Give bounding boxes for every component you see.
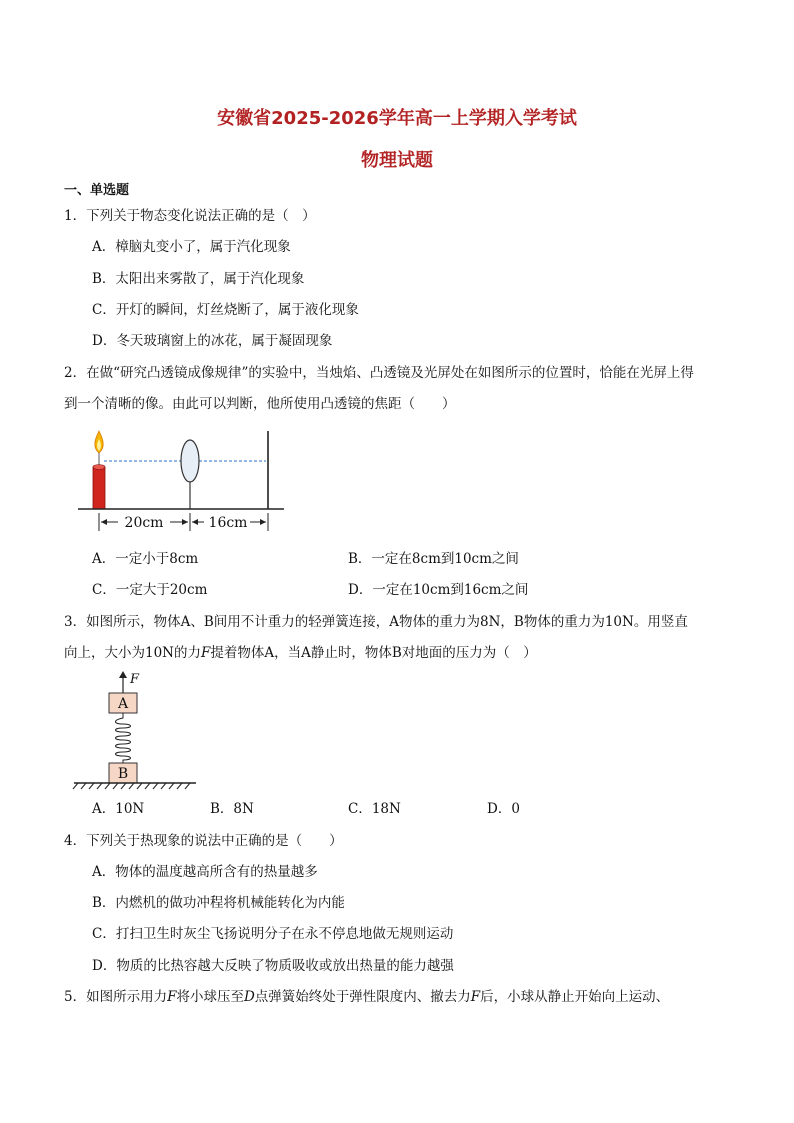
q3-option-b: B．8N [210,801,254,817]
q1-option-d: D．冬天玻璃窗上的冰花，属于凝固现象 [92,333,333,349]
q2-stem-line2: 到一个清晰的像。由此可以判断，他所使用凸透镜的焦距（ ） [64,396,456,412]
q2-option-c: C．一定大于20cm [92,582,208,598]
q3-spring-figure [70,668,200,790]
candle [93,467,105,509]
page-subtitle: 物理试题 [361,150,433,171]
q1-option-b: B．太阳出来雾散了，属于汽化现象 [92,271,305,287]
force-label: F [130,672,140,687]
q4-option-c: C．打扫卫生时灰尘飞扬说明分子在永不停息地做无规则运动 [92,926,454,942]
q1-option-c: C．开灯的瞬间，灯丝烧断了，属于液化现象 [92,302,359,318]
q1-option-a: A．樟脑丸变小了，属于汽化现象 [92,239,291,255]
q4-option-a: A．物体的温度越高所含有的热量越多 [92,864,318,880]
q3-stem-line1: 3．如图所示，物体A、B间用不计重力的轻弹簧连接，A物体的重力为8N，B物体的重力为10N。用竖直 [64,614,688,630]
block-a-label: A [117,696,129,712]
q3-option-d: D．0 [487,801,520,817]
q2-stem-line1: 2．在做“研究凸透镜成像规律”的实验中，当烛焰、凸透镜及光屏处在如图所示的位置时，恰能在光屏上得 [64,365,694,381]
dim-label-right: 16cm [208,515,248,531]
q2-option-a: A．一定小于8cm [92,551,199,567]
page-title: 安徽省2025-2026学年高一上学期入学考试 [217,108,577,129]
convex-lens [181,440,199,482]
section-heading: 一、单选题 [64,183,130,198]
q2-option-d: D．一定在10cm到16cm之间 [348,582,529,598]
block-b-label: B [117,766,129,782]
dim-label-left: 20cm [124,515,164,531]
spring [116,713,131,763]
q3-option-c: C．18N [348,801,401,817]
q4-option-d: D．物质的比热容越大反映了物质吸收或放出热量的能力越强 [92,958,454,974]
q3-stem-line2: 向上，大小为10N的力F提着物体A，当A静止时，物体B对地面的压力为（ ） [64,645,537,661]
q1-stem: 1．下列关于物态变化说法正确的是（ ） [64,208,316,224]
q4-stem: 4．下列关于热现象的说法中正确的是（ ） [64,833,343,849]
q2-option-b: B．一定在8cm到10cm之间 [348,551,519,567]
q3-option-a: A．10N [92,801,145,817]
q2-lens-figure [70,425,290,540]
q5-stem: 5．如图所示用力F将小球压至D点弹簧始终处于弹性限度内、撤去力F后，小球从静止开始向上运动、 [64,989,670,1005]
q4-option-b: B．内燃机的做功冲程将机械能转化为内能 [92,895,345,911]
